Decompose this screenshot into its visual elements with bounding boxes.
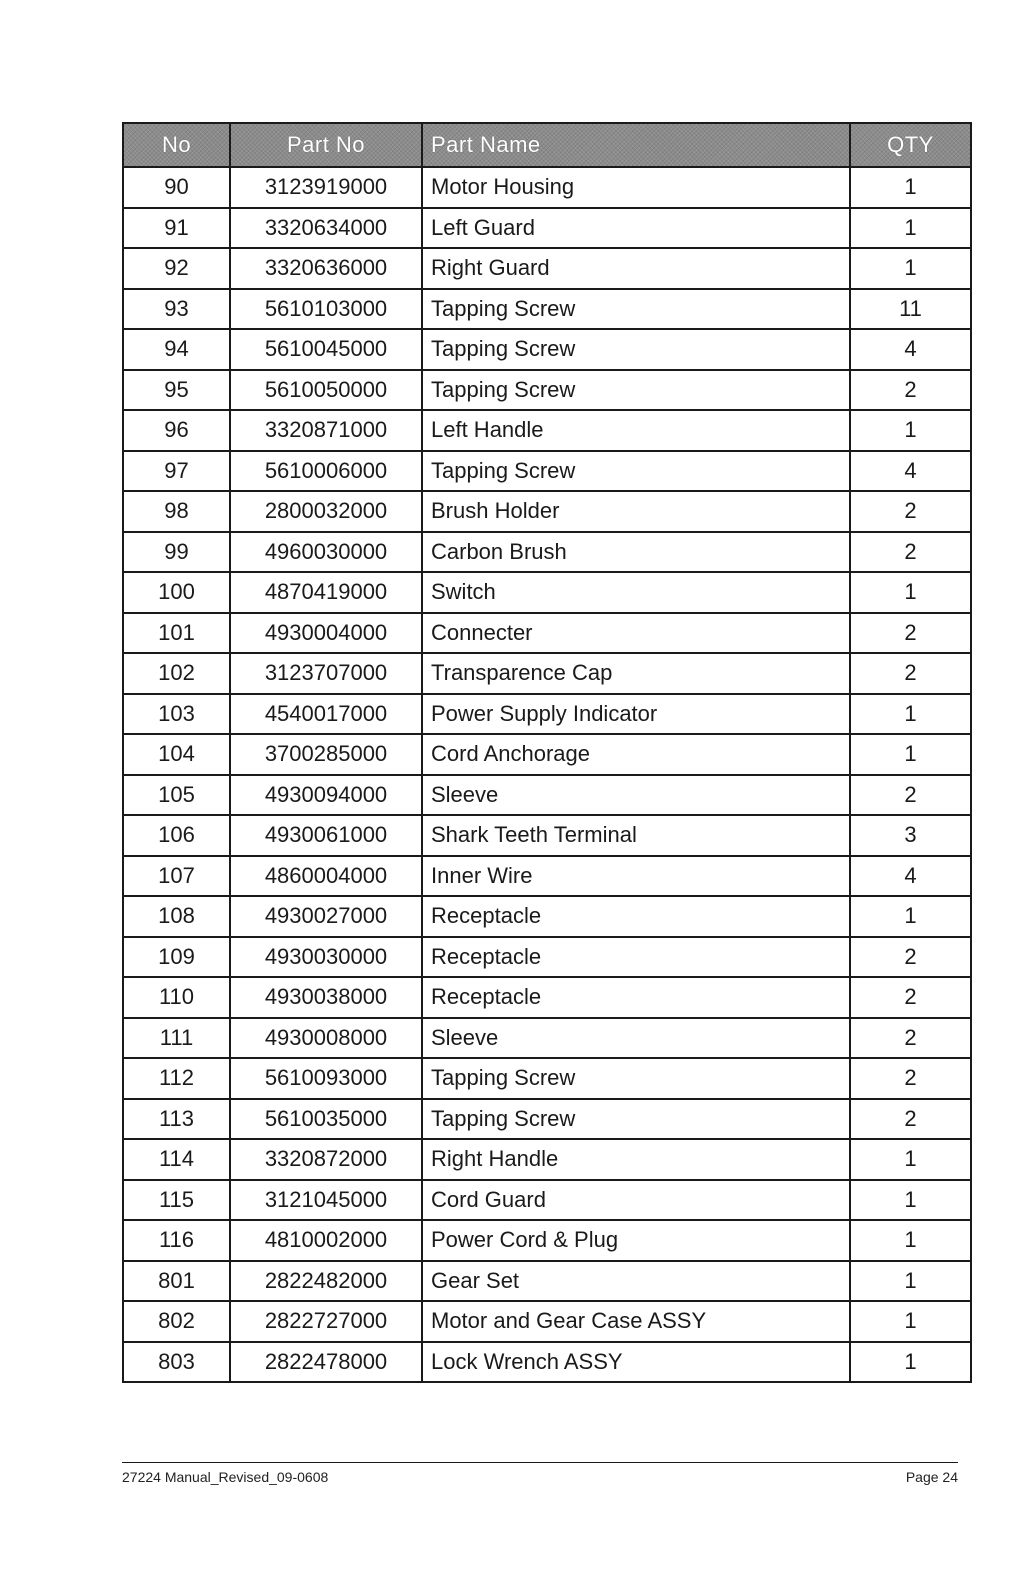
cell-part-name: Gear Set	[422, 1261, 850, 1302]
cell-part-no: 5610045000	[230, 329, 422, 370]
cell-no: 93	[123, 289, 230, 330]
cell-qty: 2	[850, 370, 971, 411]
table-row	[123, 734, 971, 775]
cell-qty: 4	[850, 329, 971, 370]
header-no: No	[123, 123, 230, 167]
table-row	[123, 532, 971, 573]
cell-qty: 11	[850, 289, 971, 330]
table-row	[123, 1058, 971, 1099]
cell-part-name: Brush Holder	[422, 491, 850, 532]
table-row	[123, 572, 971, 613]
cell-qty: 1	[850, 896, 971, 937]
cell-part-no: 2822727000	[230, 1301, 422, 1342]
cell-qty: 1	[850, 208, 971, 249]
cell-qty: 2	[850, 977, 971, 1018]
cell-qty: 1	[850, 167, 971, 208]
cell-part-name: Receptacle	[422, 977, 850, 1018]
cell-no: 94	[123, 329, 230, 370]
table-row	[123, 1220, 971, 1261]
cell-part-no: 5610103000	[230, 289, 422, 330]
cell-part-name: Power Supply Indicator	[422, 694, 850, 735]
page-footer	[122, 1462, 958, 1485]
header-part-name: Part Name	[422, 123, 850, 167]
cell-part-no: 3700285000	[230, 734, 422, 775]
cell-part-name: Tapping Screw	[422, 1099, 850, 1140]
cell-no: 92	[123, 248, 230, 289]
header-qty: QTY	[850, 123, 971, 167]
cell-no: 95	[123, 370, 230, 411]
cell-qty: 2	[850, 1018, 971, 1059]
cell-part-name: Cord Guard	[422, 1180, 850, 1221]
table-row	[123, 815, 971, 856]
cell-qty: 1	[850, 694, 971, 735]
cell-part-name: Right Guard	[422, 248, 850, 289]
table-row	[123, 977, 971, 1018]
cell-no: 108	[123, 896, 230, 937]
cell-part-no: 4930027000	[230, 896, 422, 937]
cell-part-name: Sleeve	[422, 775, 850, 816]
cell-qty: 3	[850, 815, 971, 856]
cell-part-name: Tapping Screw	[422, 1058, 850, 1099]
cell-part-no: 4960030000	[230, 532, 422, 573]
table-row	[123, 370, 971, 411]
table-row	[123, 491, 971, 532]
cell-part-no: 2822478000	[230, 1342, 422, 1383]
cell-no: 802	[123, 1301, 230, 1342]
cell-no: 110	[123, 977, 230, 1018]
cell-qty: 2	[850, 491, 971, 532]
cell-qty: 1	[850, 734, 971, 775]
cell-part-name: Cord Anchorage	[422, 734, 850, 775]
table-row	[123, 613, 971, 654]
cell-part-no: 5610093000	[230, 1058, 422, 1099]
cell-no: 115	[123, 1180, 230, 1221]
cell-part-name: Left Guard	[422, 208, 850, 249]
table-row	[123, 1342, 971, 1383]
table-row	[123, 1301, 971, 1342]
cell-part-name: Tapping Screw	[422, 289, 850, 330]
cell-qty: 1	[850, 1342, 971, 1383]
cell-part-name: Tapping Screw	[422, 451, 850, 492]
table-row	[123, 1180, 971, 1221]
cell-no: 106	[123, 815, 230, 856]
cell-part-name: Tapping Screw	[422, 329, 850, 370]
cell-no: 99	[123, 532, 230, 573]
cell-part-no: 3320634000	[230, 208, 422, 249]
cell-part-name: Receptacle	[422, 896, 850, 937]
cell-part-no: 2800032000	[230, 491, 422, 532]
cell-part-no: 5610035000	[230, 1099, 422, 1140]
cell-part-no: 4930061000	[230, 815, 422, 856]
cell-part-no: 4810002000	[230, 1220, 422, 1261]
cell-part-no: 5610006000	[230, 451, 422, 492]
cell-no: 91	[123, 208, 230, 249]
cell-qty: 1	[850, 572, 971, 613]
cell-part-name: Connecter	[422, 613, 850, 654]
cell-part-name: Power Cord & Plug	[422, 1220, 850, 1261]
cell-qty: 4	[850, 451, 971, 492]
cell-qty: 4	[850, 856, 971, 897]
cell-part-name: Motor and Gear Case ASSY	[422, 1301, 850, 1342]
cell-qty: 2	[850, 653, 971, 694]
table-row	[123, 775, 971, 816]
cell-part-name: Right Handle	[422, 1139, 850, 1180]
cell-part-no: 4930008000	[230, 1018, 422, 1059]
cell-part-name: Transparence Cap	[422, 653, 850, 694]
cell-part-name: Receptacle	[422, 937, 850, 978]
cell-part-no: 3320871000	[230, 410, 422, 451]
table-row	[123, 451, 971, 492]
cell-no: 116	[123, 1220, 230, 1261]
table-row	[123, 1099, 971, 1140]
document-reference: 27224 Manual_Revised_09-0608	[122, 1469, 329, 1485]
cell-qty: 2	[850, 775, 971, 816]
cell-qty: 1	[850, 1261, 971, 1302]
cell-no: 102	[123, 653, 230, 694]
cell-part-no: 3320636000	[230, 248, 422, 289]
cell-part-name: Sleeve	[422, 1018, 850, 1059]
cell-qty: 1	[850, 1139, 971, 1180]
cell-no: 803	[123, 1342, 230, 1383]
table-row	[123, 208, 971, 249]
cell-part-no: 5610050000	[230, 370, 422, 411]
cell-qty: 1	[850, 1220, 971, 1261]
table-header	[123, 123, 971, 167]
cell-no: 105	[123, 775, 230, 816]
cell-no: 112	[123, 1058, 230, 1099]
table-row	[123, 329, 971, 370]
cell-qty: 2	[850, 613, 971, 654]
cell-part-no: 4930038000	[230, 977, 422, 1018]
cell-no: 109	[123, 937, 230, 978]
cell-qty: 1	[850, 248, 971, 289]
cell-no: 97	[123, 451, 230, 492]
cell-part-name: Shark Teeth Terminal	[422, 815, 850, 856]
cell-qty: 2	[850, 937, 971, 978]
cell-part-no: 3123919000	[230, 167, 422, 208]
cell-no: 111	[123, 1018, 230, 1059]
cell-qty: 1	[850, 1301, 971, 1342]
table-row	[123, 1139, 971, 1180]
cell-part-no: 4930030000	[230, 937, 422, 978]
table-row	[123, 167, 971, 208]
table-row	[123, 856, 971, 897]
table-row	[123, 653, 971, 694]
cell-part-name: Tapping Screw	[422, 370, 850, 411]
table-row	[123, 1018, 971, 1059]
cell-part-no: 4540017000	[230, 694, 422, 735]
table-row	[123, 248, 971, 289]
cell-no: 113	[123, 1099, 230, 1140]
cell-part-name: Switch	[422, 572, 850, 613]
table-row	[123, 896, 971, 937]
cell-part-no: 4870419000	[230, 572, 422, 613]
cell-part-no: 3123707000	[230, 653, 422, 694]
parts-table	[122, 122, 972, 1383]
table-row	[123, 410, 971, 451]
cell-no: 101	[123, 613, 230, 654]
cell-qty: 1	[850, 410, 971, 451]
cell-qty: 2	[850, 1058, 971, 1099]
cell-no: 103	[123, 694, 230, 735]
header-row	[123, 123, 971, 167]
cell-qty: 2	[850, 532, 971, 573]
table-row	[123, 694, 971, 735]
cell-part-no: 3320872000	[230, 1139, 422, 1180]
cell-qty: 2	[850, 1099, 971, 1140]
cell-no: 114	[123, 1139, 230, 1180]
cell-part-name: Left Handle	[422, 410, 850, 451]
cell-no: 104	[123, 734, 230, 775]
cell-no: 801	[123, 1261, 230, 1302]
cell-part-no: 2822482000	[230, 1261, 422, 1302]
cell-part-no: 4930004000	[230, 613, 422, 654]
cell-no: 107	[123, 856, 230, 897]
cell-part-name: Lock Wrench ASSY	[422, 1342, 850, 1383]
cell-qty: 1	[850, 1180, 971, 1221]
table-body	[123, 167, 971, 1382]
cell-part-no: 4930094000	[230, 775, 422, 816]
cell-no: 96	[123, 410, 230, 451]
cell-part-no: 3121045000	[230, 1180, 422, 1221]
table-row	[123, 1261, 971, 1302]
header-part-no: Part No	[230, 123, 422, 167]
cell-no: 100	[123, 572, 230, 613]
cell-no: 90	[123, 167, 230, 208]
table-row	[123, 289, 971, 330]
page-number: Page 24	[905, 1469, 958, 1485]
cell-part-no: 4860004000	[230, 856, 422, 897]
cell-part-name: Carbon Brush	[422, 532, 850, 573]
cell-part-name: Motor Housing	[422, 167, 850, 208]
table-row	[123, 937, 971, 978]
cell-part-name: Inner Wire	[422, 856, 850, 897]
cell-no: 98	[123, 491, 230, 532]
